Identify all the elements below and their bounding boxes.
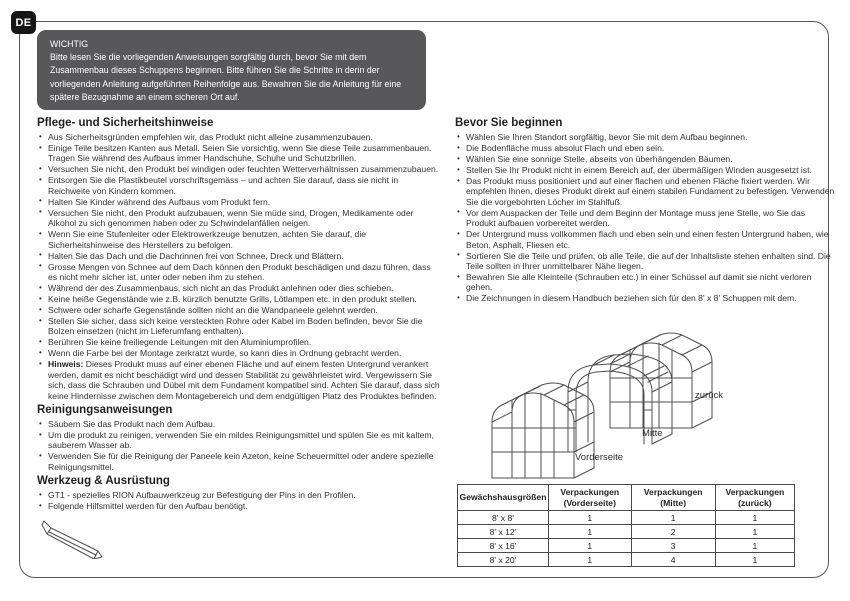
diagram-label-middle: Mitte <box>642 428 663 439</box>
left-column <box>37 117 440 559</box>
tools-list <box>37 490 440 511</box>
list-item-hinweis <box>37 359 440 401</box>
list-item: • Keine heiße Gegenstände wie z.B. kürzlich benutzte Grills, Lötlampen etc. in den produkt stellen. <box>37 294 440 304</box>
column-header: Gewächshausgrößen <box>458 485 549 511</box>
table-row <box>458 511 795 525</box>
diagram-label-back: zurück <box>695 390 723 401</box>
table-cell: 1 <box>715 525 794 539</box>
list-item: • GT1 - spezielles RION Aufbauwerkzeug zur Befestigung der Pins in den Profilen. <box>37 490 440 500</box>
notice-body: Bitte lesen Sie die vorliegenden Anweisungen sorgfältig durch, bevor Sie mit dem Zusammenbau dieses Schuppens beginnen. Bitte führen Sie die Schritte in derin der vorliegenden Anleitung aufgeführten Reihenfolge aus. Bewahren Sie die Anleitung für eine spätere Bezugnahme an einem sicheren Ort auf. <box>50 52 402 102</box>
cleaning-heading: Reinigungsanweisungen <box>37 404 173 417</box>
table-cell: 1 <box>715 553 794 567</box>
assembly-tool-icon <box>39 515 440 559</box>
table-row <box>458 525 795 539</box>
packaging-table <box>457 484 795 567</box>
list-item: • Wenn Sie eine Stufenleiter oder Elektrowerkzeuge benutzen, achten Sie darauf, die Sicherheitshinweise des Herstellers zu befolgen. <box>37 229 440 250</box>
care-safety-heading: Pflege- und Sicherheitshinweise <box>37 117 214 129</box>
list-item: • Wählen Sie eine sonnige Stelle, abseits von überhängenden Bäumen. <box>455 154 835 164</box>
list-item: • Versuchen Sie nicht, den Produkt bei windigen oder feuchten Wetterverhältnissen zusammenzubauen. <box>37 164 440 174</box>
table-cell: 3 <box>631 539 715 553</box>
list-item: • Die Zeichnungen in diesem Handbuch beziehen sich für den 8' x 8' Schuppen mit dem. <box>455 293 835 303</box>
table-cell: 1 <box>715 511 794 525</box>
table-cell: 4 <box>631 553 715 567</box>
list-item: • Folgende Hilfsmittel werden für den Aufbau benötigt. <box>37 501 440 511</box>
table-cell: 1 <box>548 525 631 539</box>
hinweis-text: Dieses Produkt muss auf einer ebenen Fläche und auf einem festen Untergrund verankert werden, damit es nicht beschädigt wird und dessen Stabilität zu gewährleistet wird. Vergewissern Sie sich, dass die Schrauben und Dübel mit dem Fundament kompatibel sind. Achten Sie darauf, dass sich keine Hindernisse zwischen dem Montagebereich und dem endgültigen Platz des Produktes befinden. <box>48 359 440 401</box>
list-item: • Entsorgen Sie die Plastikbeutel vorschriftsgemäss – und achten Sie darauf, dass sie nicht in Reichweite von Kindern kommen. <box>37 175 440 196</box>
list-item: • Während der des Zusammenbaus, sich nicht an das Produkt anlehnen oder dies schieben. <box>37 283 440 293</box>
column-header: Verpackungen (Mitte) <box>631 485 715 511</box>
list-item: • Grosse Mengen von Schnee auf dem Dach können den Produkt beschädigen und dazu führen, dass es nicht mehr sicher ist, unter oder neben ihm zu stehen. <box>37 262 440 283</box>
cleaning-list <box>37 419 440 472</box>
list-item: • Einige Teile besitzen Kanten aus Metall. Seien Sie vorsichtig, wenn Sie diese Teile zusammenbauen. Tragen Sie während des Aufbaus immer Handschuhe, Schuhe und Schutzbrillen. <box>37 143 440 164</box>
notice-title: WICHTIG <box>50 39 89 49</box>
table-cell: 8' x 12' <box>458 525 549 539</box>
table-row <box>458 539 795 553</box>
list-item: • Säubern Sie das Produkt nach dem Aufbau. <box>37 419 440 429</box>
list-item: • Um die produkt zu reinigen, verwenden Sie ein mildes Reinigungsmittel und spülen Sie es mit kaltem, sauberem Wasser ab. <box>37 430 440 451</box>
list-item: • Bewahren Sie alle Kleinteile (Schrauben etc.) in einer Schüssel auf damit sie nicht verloren gehen. <box>455 272 835 293</box>
list-item: • Der Untergrund muss vollkommen flach und eben sein und einen festen Untergrund haben, wie Beton, Asphalt, Fliesen etc. <box>455 229 835 250</box>
before-list <box>455 132 835 304</box>
table-cell: 8' x 20' <box>458 553 549 567</box>
list-item: • Vor dem Auspacken der Teile und dem Beginn der Montage muss jene Stelle, wo Sie das Produkt aufbauen vorbereitet werden. <box>455 208 835 229</box>
column-header: Verpackungen (zurück) <box>715 485 794 511</box>
list-item: • Wenn die Farbe bei der Montage zerkratzt wurde, so kann dies in Ordnung gebracht werden. <box>37 348 440 358</box>
table-cell: 1 <box>548 511 631 525</box>
list-item: • Wählen Sie Ihren Standort sorgfältig, bevor Sie mit dem Aufbau beginnen. <box>455 132 835 142</box>
greenhouse-sections-diagram <box>470 330 770 480</box>
before-heading: Bevor Sie beginnen <box>455 117 563 129</box>
table-cell: 1 <box>715 539 794 553</box>
table-cell: 1 <box>548 553 631 567</box>
language-tag: DE <box>11 11 36 34</box>
list-item: • Stellen Sie Ihr Produkt nicht in einem Bereich auf, der übermäßigen Winden ausgesetzt ist. <box>455 165 835 175</box>
list-item: • Die Bodenfläche muss absolut Flach und eben sein. <box>455 143 835 153</box>
table-cell: 2 <box>631 525 715 539</box>
tools-heading: Werkzeug & Ausrüstung <box>37 475 170 488</box>
list-item: • Halten Sie das Dach und die Dachrinnen frei von Schnee, Dreck und Blättern. <box>37 251 440 261</box>
list-item: • Versuchen Sie nicht, den Produkt aufzubauen, wenn Sie müde sind, Drogen, Medikamente oder Alkohol zu sich genommen haben oder zu Schwindelanfällen neigen. <box>37 208 440 229</box>
right-column <box>455 117 835 307</box>
care-safety-list <box>37 132 440 401</box>
important-notice-box <box>37 30 426 110</box>
list-item: • Aus Sicherheitsgründen empfehlen wir, das Produkt nicht alleine zusammenzubauen. <box>37 132 440 142</box>
table-header-row <box>458 485 795 511</box>
list-item: • Schwere oder scharfe Gegenstände sollten nicht an die Wandpaneele gelehnt werden. <box>37 305 440 315</box>
table-row <box>458 553 795 567</box>
column-header: Verpackungen (Vorderseite) <box>548 485 631 511</box>
list-item: • Verwenden Sie für die Reinigung der Paneele kein Azeton, keine Scheuermittel oder andere spezielle Reinigungsmittel. <box>37 451 440 472</box>
hinweis-label: Hinweis: <box>48 359 84 370</box>
list-item: • Das Produkt muss positioniert und auf einer flachen und ebenen Fläche fixiert werden. Wir empfehlen Ihnen, dieses Produkt direkt auf einem stabilen Fundament zu befestigen. Verwenden Sie die vorgebohrten Löcher im Stahlfuß. <box>455 176 835 207</box>
table-cell: 8' x 16' <box>458 539 549 553</box>
table-cell: 1 <box>631 511 715 525</box>
list-item: • Berühren Sie keine freiliegende Leitungen mit den Aluminiumprofilen. <box>37 337 440 347</box>
list-item: • Halten Sie Kinder während des Aufbaus vom Produkt fern. <box>37 197 440 207</box>
diagram-label-front: Vorderseite <box>575 452 624 463</box>
list-item: • Stellen Sie sicher, dass sich keine versteckten Rohre oder Kabel im Boden befinden, bevor Sie die Bolzen einsetzen (nicht im Lieferumfang enthalten). <box>37 316 440 337</box>
table-cell: 8' x 8' <box>458 511 549 525</box>
list-item: • Sortieren Sie die Teile und prüfen, ob alle Teile, die auf der Inhaltsliste stehen enhalten sind. Die Teile sollten in Ihrer unmittelbarer Nähe liegen. <box>455 251 835 272</box>
table-cell: 1 <box>548 539 631 553</box>
